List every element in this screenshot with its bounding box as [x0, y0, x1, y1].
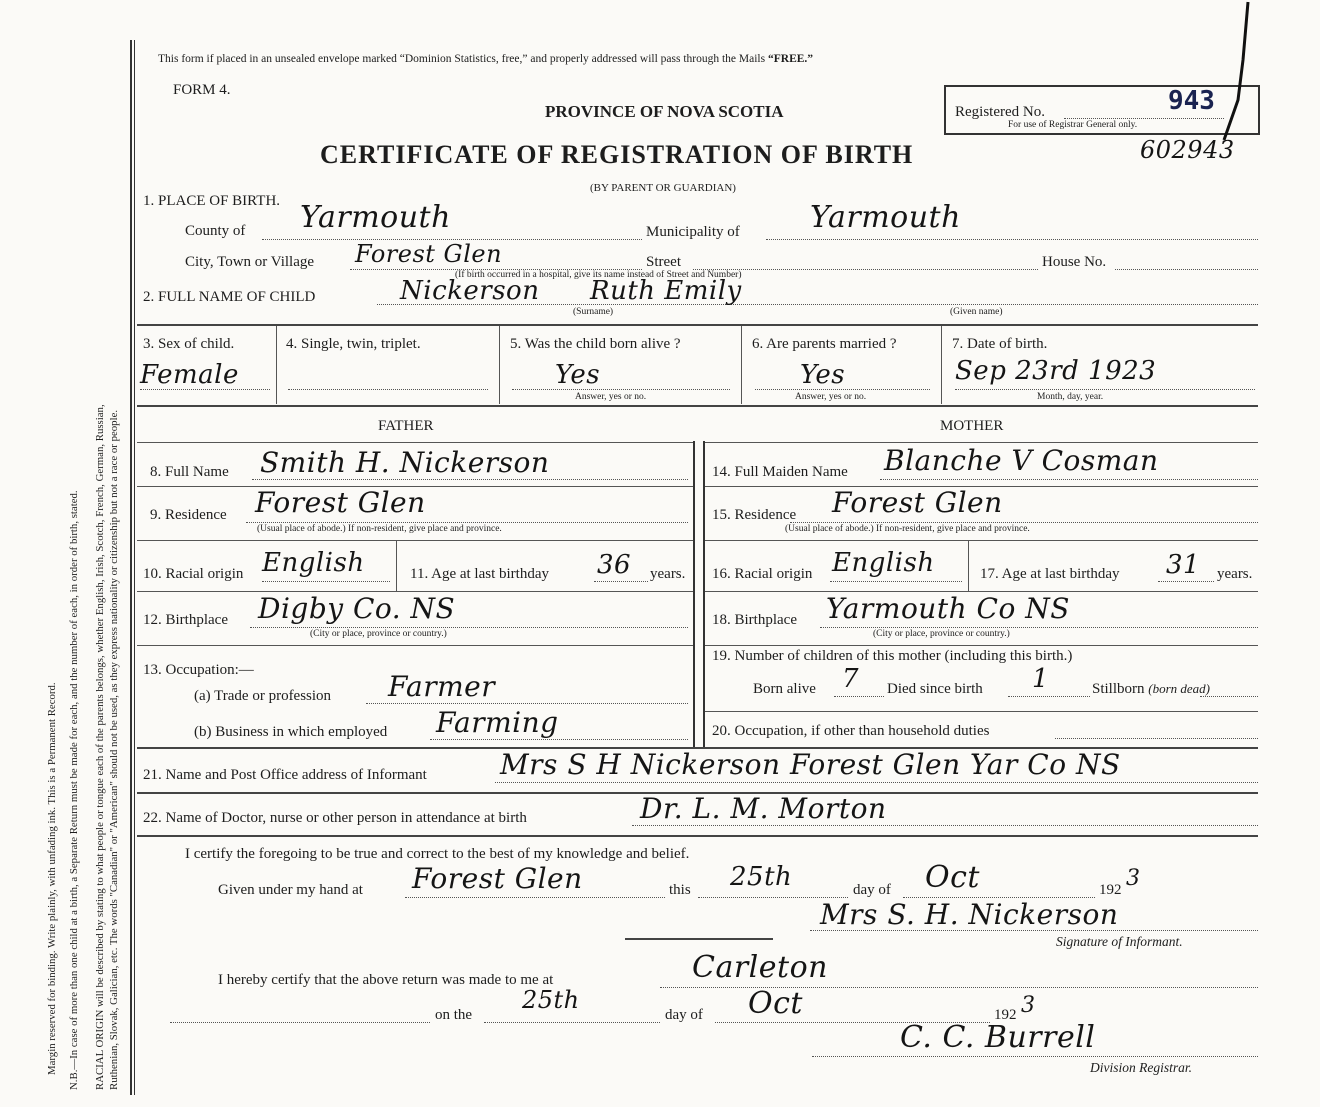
- municipality-label: Municipality of: [646, 224, 740, 240]
- alive-caption: Answer, yes or no.: [575, 392, 647, 402]
- married-value: Yes: [800, 360, 846, 390]
- day-value: 25th: [730, 862, 793, 892]
- return-year-prefix: 192: [994, 1007, 1017, 1023]
- dob-value: Sep 23rd 1923: [955, 356, 1157, 386]
- father-trade-value: Farmer: [388, 670, 496, 703]
- father-birthplace-caption: (City or place, province or country.): [310, 629, 447, 639]
- father-residence-caption: (Usual place of abode.) If non-resident, give place and province.: [257, 524, 502, 534]
- father-age-label: 11. Age at last birthday: [410, 566, 549, 582]
- mother-residence-value: Forest Glen: [832, 486, 1003, 519]
- margin-rule-inner: [134, 40, 135, 1095]
- informant-label: 21. Name and Post Office address of Informant: [143, 767, 427, 783]
- mail-notice: This form if placed in an unsealed envelope marked “Dominion Statistics, free,” and properly addressed will pass through the Mails “FREE.”: [158, 53, 814, 65]
- form-number: FORM 4.: [173, 82, 231, 98]
- father-business-value: Farming: [436, 706, 559, 739]
- married-label: 6. Are parents married ?: [752, 336, 897, 352]
- father-racial-value: English: [262, 548, 365, 578]
- mother-name-label: 14. Full Maiden Name: [712, 464, 848, 480]
- mother-age-label: 17. Age at last birthday: [980, 566, 1120, 582]
- mother-name-value: Blanche V Cosman: [884, 444, 1159, 477]
- alive-label: 5. Was the child born alive ?: [510, 336, 681, 352]
- handwritten-number: 602943: [1140, 136, 1235, 164]
- mother-age-unit: years.: [1217, 566, 1253, 582]
- signature-caption: Signature of Informant.: [1056, 934, 1183, 949]
- father-business-label: (b) Business in which employed: [194, 724, 388, 740]
- municipality-value: Yarmouth: [810, 200, 961, 235]
- province-title: PROVINCE OF NOVA SCOTIA: [545, 102, 784, 121]
- given-place-value: Forest Glen: [412, 862, 583, 895]
- margin-note-2: N.B.—In case of more than one child at a birth, a Separate Return must be made for each, and the number of each, in order of birth, stated.: [68, 490, 80, 1090]
- this-label: this: [669, 882, 691, 898]
- return-day-of-label: day of: [665, 1007, 703, 1023]
- father-racial-label: 10. Racial origin: [143, 566, 244, 582]
- born-alive-label: Born alive: [753, 681, 816, 697]
- return-text: I hereby certify that the above return was made to me at: [218, 972, 554, 988]
- registered-label: Registered No.: [955, 104, 1045, 120]
- alive-value: Yes: [555, 360, 601, 390]
- margin-notes: [44, 40, 124, 1090]
- mother-racial-value: English: [832, 548, 935, 578]
- plurality-label: 4. Single, twin, triplet.: [286, 336, 421, 352]
- ink-stroke: [1210, 0, 1260, 150]
- informant-value: Mrs S H Nickerson Forest Glen Yar Co NS: [500, 748, 1121, 781]
- father-birthplace-value: Digby Co. NS: [258, 592, 456, 625]
- died-label: Died since birth: [887, 681, 983, 697]
- return-place-value: Carleton: [692, 950, 828, 985]
- city-value: Forest Glen: [355, 240, 503, 268]
- sex-label: 3. Sex of child.: [143, 336, 235, 352]
- mother-heading: MOTHER: [940, 418, 1004, 434]
- margin-note-4: Ruthenian, Slovak, Galician, etc. The words "Canadian" or "American" should not be used, as they express nationality or citizenship but not a race or people.: [108, 409, 120, 1090]
- month-value: Oct: [925, 860, 980, 895]
- father-residence-label: 9. Residence: [150, 507, 227, 523]
- mother-children-label: 19. Number of children of this mother (including this birth.): [712, 648, 1073, 664]
- child-surname-value: Nickerson: [400, 276, 540, 306]
- father-name-label: 8. Full Name: [150, 464, 229, 480]
- died-value: 1: [1032, 664, 1050, 694]
- city-label: City, Town or Village: [185, 254, 315, 270]
- born-alive-value: 7: [842, 664, 860, 694]
- margin-rule: [130, 40, 132, 1095]
- father-trade-label: (a) Trade or profession: [194, 688, 332, 704]
- child-given-value: Ruth Emily: [590, 276, 742, 306]
- mother-residence-caption: (Usual place of abode.) If non-resident, give place and province.: [785, 524, 1030, 534]
- house-number-label: House No.: [1042, 254, 1107, 270]
- registrar-caption: Division Registrar.: [1090, 1060, 1193, 1075]
- informant-signature: Mrs S. H. Nickerson: [820, 898, 1119, 931]
- surname-caption: (Surname): [573, 307, 614, 317]
- registered-value: 943: [1168, 86, 1215, 116]
- dob-label: 7. Date of birth.: [952, 336, 1048, 352]
- street-label: Street: [646, 254, 681, 270]
- mother-racial-label: 16. Racial origin: [712, 566, 813, 582]
- stillborn-label: Stillborn (born dead): [1092, 681, 1211, 697]
- certify-text: I certify the foregoing to be true and correct to the best of my knowledge and belief.: [185, 846, 690, 862]
- mother-age-value: 31: [1166, 550, 1201, 580]
- father-occupation-label: 13. Occupation:—: [143, 662, 254, 678]
- father-birthplace-label: 12. Birthplace: [143, 612, 228, 628]
- year-suffix: 3: [1126, 866, 1141, 891]
- mother-residence-label: 15. Residence: [712, 507, 797, 523]
- married-caption: Answer, yes or no.: [795, 392, 867, 402]
- father-heading: FATHER: [378, 418, 434, 434]
- year-prefix: 192: [1099, 882, 1122, 898]
- registrar-signature: C. C. Burrell: [900, 1020, 1096, 1055]
- registered-note: For use of Registrar General only.: [1008, 120, 1138, 130]
- day-of-label: day of: [853, 882, 891, 898]
- margin-note-3: RACIAL ORIGIN will be described by stating to what people or tongue each of the parents belongs, whether English, Irish, Scotch, French, German, Russian,: [94, 404, 106, 1090]
- father-name-value: Smith H. Nickerson: [260, 446, 550, 479]
- hospital-note: (If birth occurred in a hospital, give its name instead of Street and Number): [455, 270, 742, 280]
- county-value: Yarmouth: [300, 200, 451, 235]
- mother-birthplace-label: 18. Birthplace: [712, 612, 797, 628]
- page-subtitle: (BY PARENT OR GUARDIAN): [590, 182, 736, 194]
- margin-note-1: Margin reserved for binding. Write plainly, with unfading ink. This is a Permanent Record.: [46, 682, 58, 1075]
- doctor-value: Dr. L. M. Morton: [640, 792, 887, 825]
- doctor-label: 22. Name of Doctor, nurse or other person in attendance at birth: [143, 810, 527, 826]
- page-title: CERTIFICATE OF REGISTRATION OF BIRTH: [320, 140, 914, 169]
- child-name-label: 2. FULL NAME OF CHILD: [143, 289, 316, 305]
- mother-birthplace-value: Yarmouth Co NS: [826, 592, 1070, 625]
- given-caption: (Given name): [950, 307, 1003, 317]
- given-label: Given under my hand at: [218, 882, 363, 898]
- father-residence-value: Forest Glen: [255, 486, 426, 519]
- father-age-value: 36: [597, 550, 632, 580]
- place-of-birth-heading: 1. PLACE OF BIRTH.: [143, 193, 281, 209]
- county-label: County of: [185, 223, 246, 239]
- return-month-value: Oct: [748, 986, 803, 1021]
- mother-birthplace-caption: (City or place, province or country.): [873, 629, 1010, 639]
- return-year-suffix: 3: [1021, 993, 1036, 1018]
- mother-occupation-label: 20. Occupation, if other than household duties: [712, 723, 990, 739]
- return-day-value: 25th: [522, 986, 580, 1014]
- on-the-label: on the: [435, 1007, 473, 1023]
- father-age-unit: years.: [650, 566, 686, 582]
- sex-value: Female: [140, 360, 239, 390]
- dob-caption: Month, day, year.: [1037, 392, 1104, 402]
